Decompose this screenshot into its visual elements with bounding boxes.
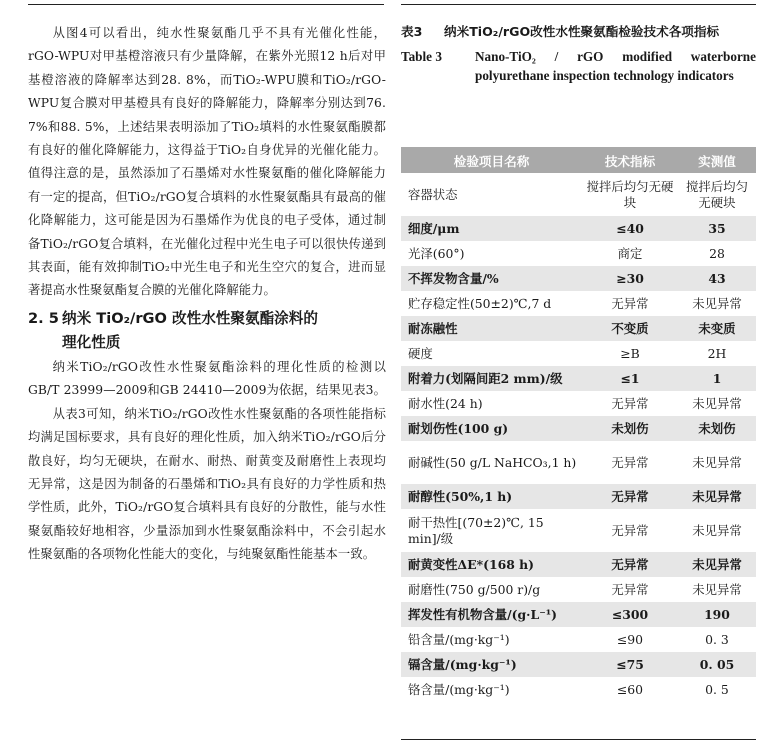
spec-cell: 无异常 <box>582 484 678 509</box>
item-name-cell: 耐冻融性 <box>401 316 582 341</box>
table-title-cn: 纳米TiO₂/rGO改性水性聚氨酯检验技术各项指标 <box>444 24 720 39</box>
spec-cell: ≤40 <box>582 216 678 241</box>
item-name-cell: 镉含量/(mg·kg⁻¹) <box>401 652 582 677</box>
table-row <box>401 416 756 441</box>
item-name-cell: 光泽(60°) <box>408 245 465 261</box>
left-column <box>28 22 386 567</box>
spec-cell: ≤300 <box>582 602 678 627</box>
spec-cell: 不变质 <box>582 316 678 341</box>
measured-cell: 190 <box>678 602 756 627</box>
top-rule-right <box>401 4 756 5</box>
item-name-cell: 耐黄变性ΔE*(168 h) <box>401 552 582 577</box>
item-name-cell: 铬含量/(mg·kg⁻¹) <box>408 681 510 697</box>
spec-cell: 无异常 <box>611 454 649 470</box>
item-name-cell: 铅含量/(mg·kg⁻¹) <box>408 631 510 647</box>
measured-cell: 未见异常 <box>692 395 742 411</box>
measured-cell: 43 <box>678 266 756 291</box>
measured-cell: 搅拌后均匀无硬块 <box>686 178 748 210</box>
table-row <box>401 484 756 509</box>
spec-cell: ≤75 <box>582 652 678 677</box>
measured-cell: 28 <box>709 245 725 261</box>
measured-cell: 未见异常 <box>692 454 742 470</box>
inspection-table <box>401 147 756 702</box>
header-measured: 实测值 <box>678 147 756 173</box>
spec-cell: 商定 <box>617 245 643 261</box>
item-name-cell: 不挥发物含量/% <box>401 266 582 291</box>
measured-cell: 35 <box>678 216 756 241</box>
table-body <box>401 173 756 702</box>
table-label-cn: 表3 <box>401 24 423 39</box>
header-spec: 技术指标 <box>582 147 678 173</box>
item-name-cell: 硬度 <box>408 345 433 361</box>
table-row <box>401 441 756 484</box>
table-row <box>401 291 756 316</box>
table-row <box>401 391 756 416</box>
item-name-cell: 贮存稳定性(50±2)℃,7 d <box>408 295 552 311</box>
spec-cell: 未划伤 <box>582 416 678 441</box>
item-name-cell: 耐干热性[(70±2)℃, 15 min]/级 <box>408 514 544 546</box>
section-heading <box>28 307 386 355</box>
measured-cell: 未变质 <box>678 316 756 341</box>
table-row <box>401 266 756 291</box>
measured-cell: 未见异常 <box>692 295 742 311</box>
measured-cell: 未见异常 <box>678 552 756 577</box>
item-name-cell: 耐碱性(50 g/L NaHCO₃,1 h) <box>408 454 577 470</box>
measured-cell: 未划伤 <box>678 416 756 441</box>
item-name-cell: 耐划伤性(100 g) <box>401 416 582 441</box>
measured-cell: 0. 3 <box>705 631 729 647</box>
table-row <box>401 316 756 341</box>
item-name-cell: 耐醇性(50%,1 h) <box>401 484 582 509</box>
table-row <box>401 577 756 602</box>
spec-cell: 无异常 <box>611 295 649 311</box>
table-row <box>401 552 756 577</box>
measured-cell: 2H <box>707 345 727 361</box>
item-name-cell: 耐磨性(750 g/500 r)/g <box>408 581 541 597</box>
table-bottom-rule <box>401 739 756 740</box>
item-name-cell: 耐水性(24 h) <box>408 395 483 411</box>
right-column <box>401 22 756 85</box>
measured-cell: 0. 5 <box>705 681 729 697</box>
measured-cell: 0. 05 <box>678 652 756 677</box>
table-row <box>401 652 756 677</box>
measured-cell: 未见异常 <box>692 581 742 597</box>
item-name-cell: 细度/μm <box>401 216 582 241</box>
table-row <box>401 509 756 552</box>
table-row <box>401 341 756 366</box>
item-name-cell: 挥发性有机物含量/(g·L⁻¹) <box>401 602 582 627</box>
table-row <box>401 241 756 266</box>
measured-cell: 未见异常 <box>678 484 756 509</box>
table-header-row <box>401 147 756 173</box>
measured-cell: 1 <box>678 366 756 391</box>
header-item-name: 检验项目名称 <box>401 147 582 173</box>
body-paragraph-1: 从图4可以看出，纯水性聚氨酯几乎不具有光催化性能，rGO-WPU对甲基橙溶液只有少量降解，在紫外光照12 h后对甲基橙溶液的降解率达到28. 8%，而TiO₂-WPU膜和TiO₂/rGO-WPU复合膜对甲基橙具有良好的降解能力，降解率分别达到76. 7%和88. 5%，上述结果表明添加了TiO₂填料的水性聚氨酯膜都有良好的催化降解能力，这得益于TiO₂自身优异的光催化能力。值得注意的是，虽然添加了石墨烯对水性聚氨酯的催化降解能力有一定的提高，但TiO₂/rGO复合填料的水性聚氨酯具有最高的催化降解能力，这可能是因为石墨烯作为优良的电子受体，通过制备TiO₂/rGO复合填料，在光催化过程中光生电子可以很快传递到其表面，能有效抑制TiO₂中光生电子和光生空穴的复合，进而显著提高水性聚氨酯复合膜的光催化降解能力。 <box>28 26 386 298</box>
body-paragraph-3: 从表3可知，纳米TiO₂/rGO改性水性聚氨酯的各项性能指标均满足国标要求，具有良好的理化性质，加入纳米TiO₂/rGO后分散良好，均匀无硬块，在耐水、耐热、耐黄变及耐磨性上表现均无异常，这是因为制备的石墨烯和TiO₂具有良好的力学性质和热学性质，此外，TiO₂/rGO复合填料具有良好的分散性，能与水性聚氨酯较好地相容，少量添加到水性聚氨酯涂料中，不会引起水性聚氨酯的各项物化性能大的变化，与纯聚氨酯性能基本一致。 <box>28 406 386 562</box>
spec-cell: ≥30 <box>582 266 678 291</box>
table-row <box>401 677 756 702</box>
section-title-line2: 理化性质 <box>62 333 121 351</box>
table-title-en: Nano-TiO₂ / rGO modified waterborne polyurethane inspection technology indicators <box>475 49 756 83</box>
table-row <box>401 216 756 241</box>
table-row <box>401 173 756 216</box>
spec-cell: ≤90 <box>616 631 644 647</box>
table-caption-en <box>401 47 756 85</box>
spec-cell: 无异常 <box>611 581 649 597</box>
top-rule-left <box>28 4 384 5</box>
item-name-cell: 容器状态 <box>408 186 458 202</box>
measured-cell: 未见异常 <box>692 522 742 538</box>
spec-cell: ≥B <box>620 345 640 361</box>
spec-cell: ≤60 <box>616 681 644 697</box>
spec-cell: 无异常 <box>582 552 678 577</box>
spec-cell: 无异常 <box>611 395 649 411</box>
table-row <box>401 627 756 652</box>
item-name-cell: 附着力(划隔间距2 mm)/级 <box>401 366 582 391</box>
spec-cell: 无异常 <box>611 522 649 538</box>
section-number: 2. 5 <box>28 309 59 327</box>
section-title-line1: 纳米 TiO₂/rGO 改性水性聚氨酯涂料的 <box>62 309 318 327</box>
body-paragraph-2: 纳米TiO₂/rGO改性水性聚氨酯涂料的理化性质的检测以GB/T 23999—2009和GB 24410—2009为依据，结果见表3。 <box>28 359 386 398</box>
spec-cell: ≤1 <box>582 366 678 391</box>
table-label-en: Table 3 <box>401 49 442 64</box>
table-row <box>401 366 756 391</box>
table-row <box>401 602 756 627</box>
spec-cell: 搅拌后均匀无硬块 <box>586 178 674 210</box>
table-caption-cn <box>401 22 756 42</box>
